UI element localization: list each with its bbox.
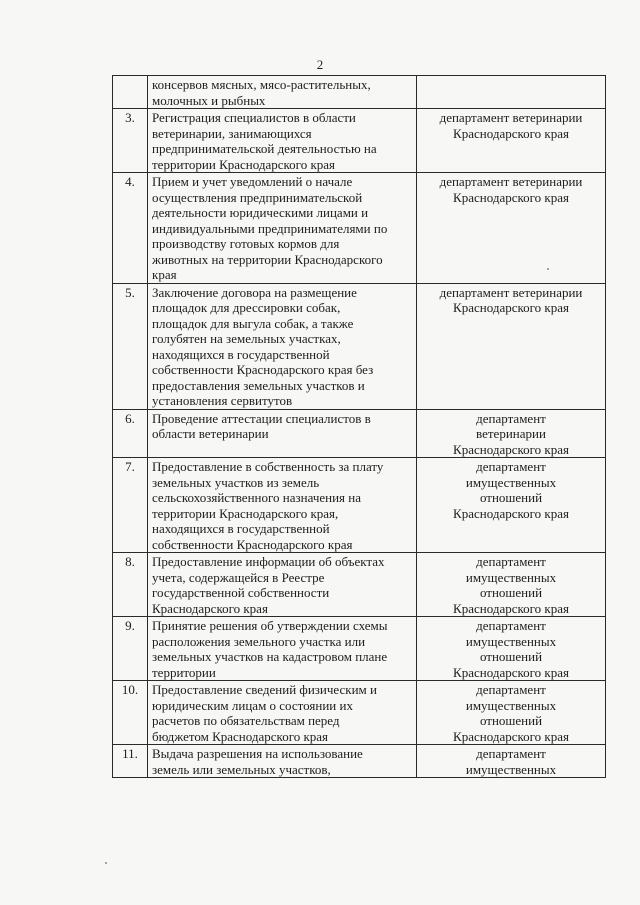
service-name-cell <box>148 617 417 681</box>
service-name-cell <box>148 283 417 409</box>
service-name-cell <box>148 458 417 553</box>
row-number: 8. <box>113 553 148 617</box>
service-name-cell <box>148 553 417 617</box>
department-cell <box>417 745 606 778</box>
table-row <box>113 553 606 617</box>
department-name: департамент имущественных отношений Краснодарского края <box>453 682 569 744</box>
service-name: Заключение договора на размещение площадок для дрессировки собак, площадок для выгула собак, а также голубятен на земельных участках, находящихся в государственной собственности Краснодарского края без предоставления земельных участков и установления сервитутов <box>152 284 374 408</box>
department-cell <box>417 409 606 458</box>
service-name: Предоставление сведений физическим и юридическим лицам о состоянии их расчетов по обязательствам перед бюджетом Краснодарского края <box>152 682 377 744</box>
row-number: 7. <box>113 458 148 553</box>
service-name-cell <box>148 745 417 778</box>
service-name: Регистрация специалистов в области ветеринарии, занимающихся предпринимательской деятельностью на территории Краснодарского края <box>152 110 377 172</box>
table-row <box>113 283 606 409</box>
department-cell <box>417 617 606 681</box>
service-name-cell <box>148 109 417 173</box>
department-name: департамент ветеринарии Краснодарского края <box>453 410 569 457</box>
department-name: департамент ветеринарии Краснодарского края <box>439 110 583 141</box>
services-table-body <box>113 76 606 778</box>
table-row <box>113 745 606 778</box>
service-name: Проведение аттестации специалистов в области ветеринарии <box>152 410 371 441</box>
service-name: Предоставление в собственность за плату земельных участков из земель сельскохозяйственного назначения на территории Краснодарского края, находящихся в государственной собственности Краснодарского края <box>152 459 384 552</box>
table-row <box>113 173 606 284</box>
service-name: Выдача разрешения на использование земель или земельных участков, <box>152 746 363 777</box>
service-name-cell <box>148 681 417 745</box>
department-cell <box>417 173 606 284</box>
department-name: департамент ветеринарии Краснодарского края <box>439 284 583 315</box>
row-number <box>113 76 148 109</box>
table-row <box>113 458 606 553</box>
row-number: 3. <box>113 109 148 173</box>
scan-speck <box>547 268 549 270</box>
department-name: департамент имущественных отношений Краснодарского края <box>453 554 569 616</box>
department-cell <box>417 283 606 409</box>
service-name: Предоставление информации об объектах учета, содержащейся в Реестре государственной собственности Краснодарского края <box>152 554 385 616</box>
service-name-cell <box>148 409 417 458</box>
service-name: консервов мясных, мясо-растительных, молочных и рыбных <box>152 77 371 108</box>
row-number: 6. <box>113 409 148 458</box>
row-number: 11. <box>113 745 148 778</box>
department-name: департамент имущественных отношений Краснодарского края <box>453 618 569 680</box>
department-cell <box>417 458 606 553</box>
table-row <box>113 617 606 681</box>
scan-speck <box>105 862 107 864</box>
row-number: 9. <box>113 617 148 681</box>
department-name: департамент ветеринарии Краснодарского края <box>439 174 583 205</box>
department-cell <box>417 553 606 617</box>
department-cell <box>417 109 606 173</box>
department-name: департамент имущественных отношений Краснодарского края <box>453 459 569 521</box>
table-row <box>113 109 606 173</box>
department-cell <box>417 76 606 109</box>
service-name-cell <box>148 76 417 109</box>
service-name: Принятие решения об утверждении схемы расположения земельного участка или земельных участков на кадастровом плане территории <box>152 618 388 680</box>
row-number: 10. <box>113 681 148 745</box>
services-table <box>112 75 606 778</box>
row-number: 4. <box>113 173 148 284</box>
department-cell <box>417 681 606 745</box>
service-name: Прием и учет уведомлений о начале осуществления предпринимательской деятельности юридическими лицами и индивидуальными предпринимателями по производству готовых кормов для животных на территории Краснодарского края <box>152 174 388 282</box>
table-row <box>113 409 606 458</box>
department-name: департамент имущественных <box>465 746 557 777</box>
row-number: 5. <box>113 283 148 409</box>
service-name-cell <box>148 173 417 284</box>
table-row <box>113 681 606 745</box>
table-row <box>113 76 606 109</box>
page-number: 2 <box>316 57 324 72</box>
